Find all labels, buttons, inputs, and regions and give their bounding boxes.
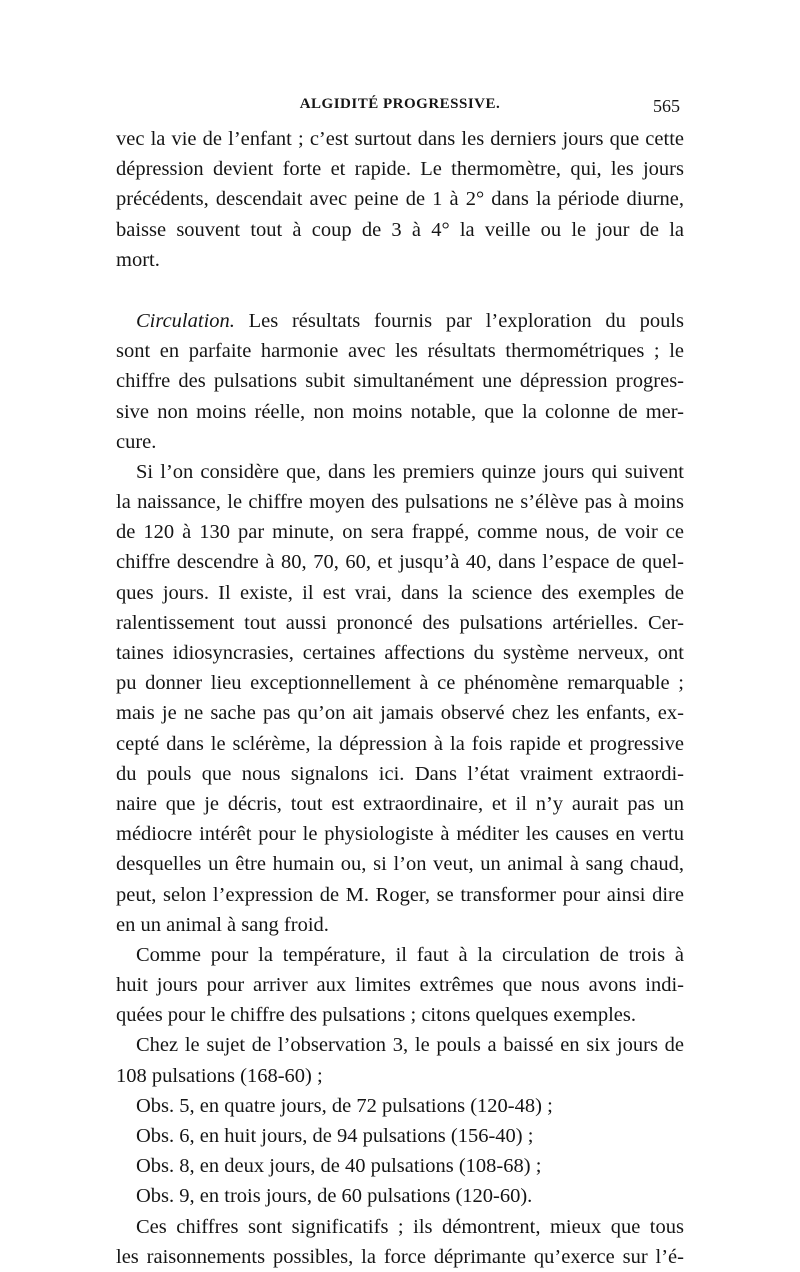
line-text: de 120 à 130 par minute, on sera frappé, comme nous, de voir ce	[116, 521, 684, 544]
text-line	[116, 124, 684, 154]
paragraph	[116, 457, 684, 940]
line-text: Obs. 5, en quatre jours, de 72 pulsations (120-48) ;	[136, 1094, 553, 1117]
text-line	[116, 215, 684, 245]
line-text: cepté dans le sclérème, la dépression à la fois rapide et progressive	[116, 732, 684, 755]
line-text: pu donner lieu exceptionnellement à ce phénomène remarquable ;	[116, 672, 684, 695]
line-text: taines idiosyncrasies, certaines affections du système nerveux, ont	[116, 642, 684, 664]
text-line	[116, 1151, 684, 1181]
paragraph	[116, 1151, 684, 1181]
text-line	[116, 729, 684, 759]
text-line	[116, 789, 684, 819]
line-text: chiffre descendre à 80, 70, 60, et jusqu’à 40, dans l’espace de quel-	[116, 551, 684, 574]
line-text: 108 pulsations (168-60) ;	[116, 1064, 323, 1087]
text-line	[116, 1181, 684, 1211]
running-header	[116, 96, 684, 120]
paragraph	[116, 1121, 684, 1151]
line-text: quées pour le chiffre des pulsations ; citons quelques exemples.	[116, 1004, 636, 1027]
line-text: précédents, descendait avec peine de 1 à 2° dans la période diurne,	[116, 188, 684, 211]
text-line	[116, 184, 684, 214]
line-text: peut, selon l’expression de M. Roger, se transformer pour ainsi dire	[116, 883, 684, 906]
page-number: 565	[653, 96, 680, 116]
line-text: Les résultats fournis par l’exploration du pouls	[248, 309, 684, 332]
line-text: huit jours pour arriver aux limites extrêmes que nous avons indi-	[116, 974, 684, 997]
text-line	[116, 1091, 684, 1121]
line-text: ques jours. Il existe, il est vrai, dans la science des exemples de	[116, 581, 684, 604]
text-line	[116, 1030, 684, 1060]
paragraph	[116, 306, 684, 457]
line-text: Si l’on considère que, dans les premiers quinze jours qui suivent	[136, 460, 684, 483]
line-text: sont en parfaite harmonie avec les résultats thermométriques ; le	[116, 340, 684, 363]
text-line	[116, 819, 684, 849]
text-line	[116, 578, 684, 608]
text-line	[116, 759, 684, 789]
text-line	[116, 1121, 684, 1151]
line-text: Obs. 6, en huit jours, de 94 pulsations (156-40) ;	[136, 1125, 534, 1147]
line-text: chiffre des pulsations subit simultanément une dépression progres-	[116, 370, 684, 393]
text-line	[116, 668, 684, 698]
line-text: Obs. 8, en deux jours, de 40 pulsations (108-68) ;	[136, 1155, 542, 1178]
text-line	[116, 638, 684, 668]
text-line	[116, 1061, 684, 1091]
line-text: en un animal à sang froid.	[116, 913, 329, 936]
text-line	[116, 154, 684, 184]
line-text: cure.	[116, 430, 157, 453]
text-line	[116, 245, 684, 275]
text-line	[116, 1000, 684, 1030]
line-text: Obs. 9, en trois jours, de 60 pulsations (120-60).	[136, 1185, 533, 1208]
section-lead: Circulation.	[136, 309, 235, 332]
text-line	[116, 1242, 684, 1272]
text-line	[116, 940, 684, 970]
paragraph-gap	[116, 275, 684, 306]
paragraph	[116, 1181, 684, 1211]
text-line	[116, 427, 684, 457]
paragraph	[116, 1030, 684, 1090]
line-text: les raisonnements possibles, la force déprimante qu’exerce sur l’é-	[116, 1245, 684, 1268]
line-text: la naissance, le chiffre moyen des pulsations ne s’élève pas à moins	[116, 491, 684, 514]
paragraph	[116, 940, 684, 1031]
text-line	[116, 517, 684, 547]
text-line	[116, 910, 684, 940]
paragraph	[116, 1091, 684, 1121]
line-text: du pouls que nous signalons ici. Dans l’état vraiment extraordi-	[116, 762, 684, 785]
line-text: sive non moins réelle, non moins notable, que la colonne de mer-	[116, 400, 684, 423]
line-text: desquelles un être humain ou, si l’on veut, un animal à sang chaud,	[116, 853, 684, 876]
text-line	[116, 457, 684, 487]
text-line	[116, 487, 684, 517]
line-text: naire que je décris, tout est extraordinaire, et il n’y aurait pas un	[116, 792, 684, 815]
line-text: mort.	[116, 248, 160, 271]
text-line	[116, 608, 684, 638]
text-line	[116, 1212, 684, 1242]
page-body	[116, 124, 684, 1272]
line-text: dépression devient forte et rapide. Le thermomètre, qui, les jours	[116, 158, 684, 181]
line-text: médiocre intérêt pour le physiologiste à méditer les causes en vertu	[116, 823, 684, 846]
text-line	[116, 397, 684, 427]
line-text: mais je ne sache pas qu’on ait jamais observé chez les enfants, ex-	[116, 702, 684, 725]
text-line	[116, 880, 684, 910]
line-text: Comme pour la température, il faut à la circulation de trois à	[136, 943, 684, 966]
line-text: baisse souvent tout à coup de 3 à 4° la veille ou le jour de la	[116, 218, 684, 241]
line-text: Chez le sujet de l’observation 3, le pouls a baissé en six jours de	[136, 1034, 684, 1057]
line-text: ralentissement tout aussi prononcé des pulsations artérielles. Cer-	[116, 611, 684, 634]
text-line	[116, 336, 684, 366]
text-line	[116, 547, 684, 577]
paragraph	[116, 1212, 684, 1272]
line-text: vec la vie de l’enfant ; c’est surtout dans les derniers jours que cette	[116, 128, 684, 150]
text-line	[116, 306, 684, 336]
text-line	[116, 849, 684, 879]
text-line	[116, 698, 684, 728]
paragraph	[116, 124, 684, 275]
text-line	[116, 366, 684, 396]
line-text: Ces chiffres sont significatifs ; ils démontrent, mieux que tous	[136, 1215, 684, 1238]
text-line	[116, 970, 684, 1000]
running-title: ALGIDITÉ PROGRESSIVE.	[299, 96, 501, 112]
